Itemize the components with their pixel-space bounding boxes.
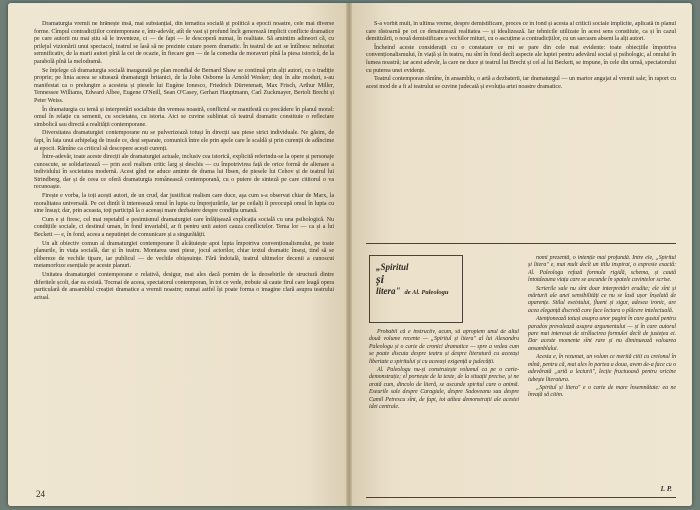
right-page [352,3,692,506]
paragraph: Cum e și firesc, cel mai repetabil e pesimismul dramaturgiei care înfățișează explicația socială cu una psihologică. Nu condițiile sociale, ci destinul uman, în fond invariabil, ar fi pentru unii autori cauza conflictelor. Tema lor — ca și a lui Beckett — e, în fond, aceea a neputinței de comunicare și a singurătății. [34,216,334,239]
paragraph: Atenționează totuși asupra unor pagini în care gustul pentru paradox prevalează asupra argumentului — și în care autorul pare mai interesat de strălucirea formulei decît de justețea ei. Dar aceste momente sînt rare și nu diminuează valoarea ansamblului. [528,316,676,352]
paragraph: Firește e vorba, la toți acești autori, de un crud, dar justificat realism care duce, aşa cum s-a observat chiar de Marx, la moralitatea universală. Pe cei dintîi îi interesează omul în lupta cu împrejurările, iar pe ceilalți îi preocupă omul în lupta cu sine însuși; dar, prin aceasta, toți participă la o aceeași mare dezbatere despre condiția umană. [34,193,334,215]
paragraph: Un alt obiectiv comun al dramaturgiei contemporane îl alcătuiește apoi lupta împotriva convenționalismului, pe toate planurile, în viața socială, dar și în teatru. Montarea unei piese, jocul actorilor, chiar textul dramatic înseși, tind să se elibereze de vechile tipare, iar publicul — de vechile obișnuințe. Fără îndoială, teatrul ultimelor decenii a cunoscut metamorfoze esențiale pe aceste planuri. [34,240,334,270]
paragraph: Acesta e, în rezumat, un volum ce merită citit cu creionul în mînă, pentru că, mai ales în partea a doua, avem de-a face cu o adevărată „artă a lecturii", lecție fructuoasă pentru oricine iubește literatura. [528,354,676,383]
section-divider [366,243,676,244]
left-page [8,3,346,506]
left-page-text [34,21,334,473]
paragraph: Al. Paleologu nu-și construiește volumul ca pe o carte-demonstrație; el pornește de la texte, de la situații precise, și ne arată cum, dincolo de literă, se ascunde spiritul care o animă. Eseurile sale despre Caragiale, despre Sadoveanu sau despre Camil Petrescu sînt, de fapt, tot atîtea demonstrații ale acestei idei centrale. [369,367,519,411]
paragraph: Dramaturgia vremii ne hrănește însă, mai substanțial, din tematica socială și politică a epocii noastre, cele mai diverse forme. Cîmpul contradicțiilor contemporane e, într-adevăr, atît de vast și profund încît generează implicit conflicte dramatice pe care autorii nu mai știu să le inventeze, ci — de fapt — le descoperă numai, în realitate. Să amintim adineori că, cu prilejul vizionării unui spectacol, teatrul se lasă să ne prezinte cutare poem dramatic. În teatrul de azi se întîlnesc neîncetat semnificativ, de la marii autori pînă la cei de ocazie, în fiecare gen — de la comedia de moravuri pînă la piesa istorică, de la parabolă pînă la melodramă. [34,21,334,65]
review-title-line [376,286,456,298]
paragraph: Încheind aceste considerații cu o constatare ce mi se pare din cele mai evidente: toate obiecțiile împotriva convenționalismului, în viață și în teatru, nu sînt în fond decît aspecte ale luptei pentru adevărul social și psihologic, al omului în lumea noastră; iar acest adevăr, la care ne duce și teatrul lui Brecht și cel al lui Beckett, se impune, în cele din urmă, spectatorului cu puterea unei evidențe. [366,44,676,74]
review-title-box [369,255,463,323]
review-title-line: și [376,272,385,286]
review-title-word: litera" [376,286,401,296]
review-column-right [528,255,676,493]
paragraph: S-a vorbit mult, în ultima vreme, despre demistificare, proces ce în fond și acesta al criticii sociale implicite, aplicată în planul care răstoarnă pe cei ce denaturează realitatea — și idealizează. Iar tehnicile utilizate în acest sens constituie, ca și în cazul demitizării, o nouă demistificare a vechilor mituri, cu o ascuțime a contradicțiilor, cu un sarcasm absent la alți autori. [366,21,676,43]
review-title-line: „Spiritul [376,262,409,272]
right-page-text [366,21,676,239]
paragraph: Între-adevăr, toate aceste direcții ale dramaturgiei actuale, inclusiv cea istorică, explicită referindu-se la opere și personaje cunoscute, se solidarizează — prin acel realism critic larg și deschis — cu împotrivirea față de orice formă de alienare a individului în societatea modernă. Acest gînd ne aduce aminte de drama lui Ibsen, de piesele lui Cehov și de teatrul lui Strindberg, dar și de ceea ce oferă dramaturgia românească contemporană, cu o putere de sinteză pe care cititorul o va recunoaște. [34,154,334,191]
review-column-left [369,329,519,493]
paragraph: Se înțelege că dramaturgia socială inaugurată pe plan mondial de Bernard Shaw se continuă prin alți autori, cu o tradiție proprie; pe linia aceea se situează dramaturgii britanici, de la John Osborne la Arnold Wesker; deși în alte moduri, s-au manifestat ca o prelungire a acesteia și piesele lui Eugène Ionesco, Friedrich Dürrenmatt, Max Frisch, Arthur Miller, Tennessee Williams, Edward Albee, Eugene O'Neill, Sean O'Casey, Gerhart Hauptmann, Carl Zuckmayer, Bertolt Brecht și Peter Weiss. [34,67,334,104]
review-signature: I. P. [660,485,672,493]
paragraph: În dramaturgia cu temă și interpretări socialiste din vremea noastră, conflictul se manifestă cu precădere în planul moral: omul în relație cu semenii, cu societatea, cu istoria. Aici se cuvine subliniat că teatrul dramatic constituie o reflectare simbolică sau directă a realității contemporane. [34,106,334,128]
paragraph: Probabil că e instructiv, acum, să apropiem unul de altul două volume recente — „Spiritul și litera" al lui Alexandru Paleologu și o carte de cronici dramatice — spre a vedea cum se poate discuta despre teatru și despre literatură cu aceeași libertate a spiritului și cu aceeași exigență a judecății. [369,329,519,365]
paragraph: Diversitatea dramaturgiei contemporane nu se pulverizează totuși în direcții sau piese strict individuale. Ne găsim, de fapt, în fața unui arhipelag de insule ce, deși separate, comunică între ele prin apele care le scaldă și prin curenții de adîncime ai epocii. Rămîne ca criticul să descopere acești curenți. [34,130,334,152]
paragraph: Teatrul contemporan rămîne, în ansamblu, o artă a dezbaterii, iar dramaturgul — un martor angajat al vremii sale; în raport cu acest mod de a fi al teatrului se cuvine judecată și evoluția artei noastre dramatice. [366,76,676,90]
paragraph: nomi prezentă, o intenție mai profundă. Între ele, „Spiritul și litera" e, mai mult decît un titlu inspirat, o expresie exactă: Al. Paleologu refuză formula rigidă, schema, și caută întotdeauna viața care se ascunde în spatele cuvintelor scrise. [528,255,676,284]
review-byline: de Al. Paleologu [404,289,449,296]
paragraph: Scrierile sale nu sînt doar interpretări erudite; ele sînt și mărturii ale unei sensibilități ce nu se lasă ușor înșelată de aparențe. Stilul eseistului, fluent și sigur, adesea ironic, are acea eleganță discretă care face lectura o plăcere intelectuală. [528,285,676,314]
paragraph: „Spiritul și litera" e o carte de mare însemnătate: ea ne învață să citim. [528,384,676,399]
paragraph: Unitatea dramaturgiei contemporane e relativă, desigur, mai ales dacă pornim de la deosebirile de structură dintre diferitele școli, dar ea există. Tocmai de aceea, spectatorul contemporan, în tot ce vede, trebuie să caute firul care leagă opera particulară de ansamblul creației dramatice a vremii noastre; numai astfel își poate forma o imagine clară asupra teatrului actual. [34,272,334,301]
book-spread [8,3,692,506]
section-divider-bottom [366,497,676,498]
review-box [366,253,676,495]
page-number: 24 [36,489,45,499]
